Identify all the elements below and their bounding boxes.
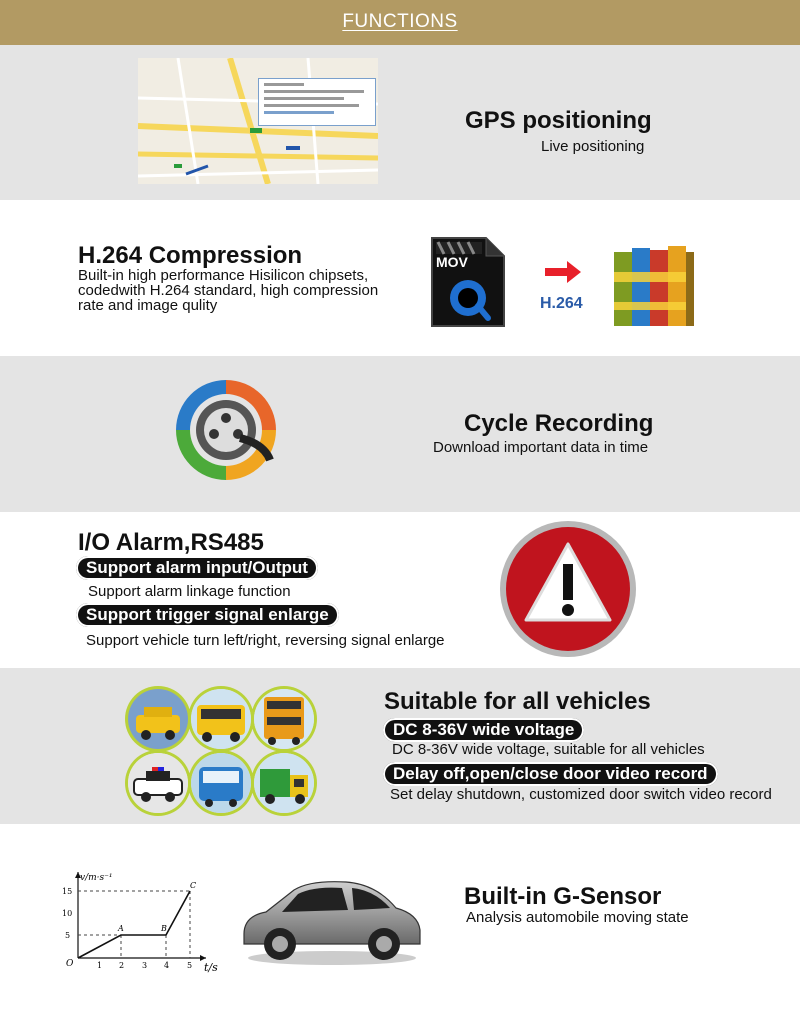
cycle-recording-icon (170, 374, 282, 486)
header-bar (0, 0, 800, 45)
alarm-text-linkage: Support alarm linkage function (88, 583, 291, 600)
double-decker-bus-icon (254, 689, 314, 749)
graph-x-label: t/s (204, 961, 218, 974)
truck-icon (254, 753, 314, 813)
cycle-section (0, 356, 800, 512)
alarm-section (0, 512, 800, 668)
graph-point-b: B (161, 924, 167, 933)
vehicles-title: Suitable for all vehicles (384, 688, 651, 715)
graph-point-a: A (118, 924, 124, 933)
gsensor-subtitle: Analysis automobile moving state (466, 909, 689, 926)
graph-point-c: C (190, 881, 197, 890)
alarm-title: I/O Alarm,RS485 (78, 529, 264, 556)
graph-y-tick: 15 (62, 887, 73, 896)
graph-x-tick: 4 (164, 961, 170, 970)
graph-y-label: v/m·s⁻¹ (80, 873, 113, 883)
vehicles-pill-delay: Delay off,open/close door video record (383, 762, 718, 786)
gsensor-section (0, 824, 800, 1018)
convert-arrow-icon (545, 261, 581, 283)
taxi-icon (128, 689, 188, 749)
cycle-title: Cycle Recording (464, 410, 654, 437)
codec-label: H.264 (540, 295, 583, 312)
vehicles-section (0, 668, 800, 824)
cycle-subtitle: Download important data in time (433, 439, 649, 456)
graph-x-tick: 5 (187, 961, 193, 970)
h264-desc-line: Built-in high performance Hisilicon chipsets, (78, 267, 369, 284)
vehicles-pill-voltage: DC 8-36V wide voltage (383, 718, 584, 742)
alarm-pill-io: Support alarm input/Output (76, 556, 318, 580)
car-icon (236, 868, 426, 968)
coach-bus-icon (191, 753, 251, 813)
map-info-popup (258, 78, 376, 126)
h264-desc-line: codedwith H.264 standard, high compression (78, 282, 379, 299)
graph-y-tick: 10 (62, 909, 73, 918)
alarm-text-signal: Support vehicle turn left/right, reversing signal enlarge (86, 632, 445, 649)
mov-file-icon (430, 236, 506, 328)
school-bus-icon (191, 689, 251, 749)
h264-desc-line: rate and image qulity (78, 297, 218, 314)
mov-label: MOV (436, 254, 468, 270)
h264-description (78, 268, 378, 313)
graph-y-tick: 5 (65, 931, 71, 940)
gps-section (0, 45, 800, 200)
header-title: FUNCTIONS (342, 11, 458, 32)
vehicles-text-delay: Set delay shutdown, customized door switch video record (390, 786, 772, 803)
alarm-pill-trigger: Support trigger signal enlarge (76, 603, 339, 627)
map-image (138, 58, 378, 184)
velocity-time-graph (56, 868, 226, 998)
h264-section (0, 200, 800, 356)
graph-x-tick: 2 (119, 961, 125, 970)
graph-x-tick: 1 (97, 961, 103, 970)
gsensor-title: Built-in G-Sensor (464, 883, 662, 910)
compressed-archive-icon (610, 242, 696, 330)
h264-title: H.264 Compression (78, 242, 303, 269)
graph-x-tick: 3 (142, 961, 148, 970)
vehicles-text-voltage: DC 8-36V wide voltage, suitable for all vehicles (392, 741, 705, 758)
police-car-icon (128, 753, 188, 813)
warning-icon (498, 516, 638, 662)
gps-subtitle: Live positioning (541, 138, 645, 155)
graph-origin: O (66, 959, 74, 969)
gps-title: GPS positioning (465, 107, 652, 134)
